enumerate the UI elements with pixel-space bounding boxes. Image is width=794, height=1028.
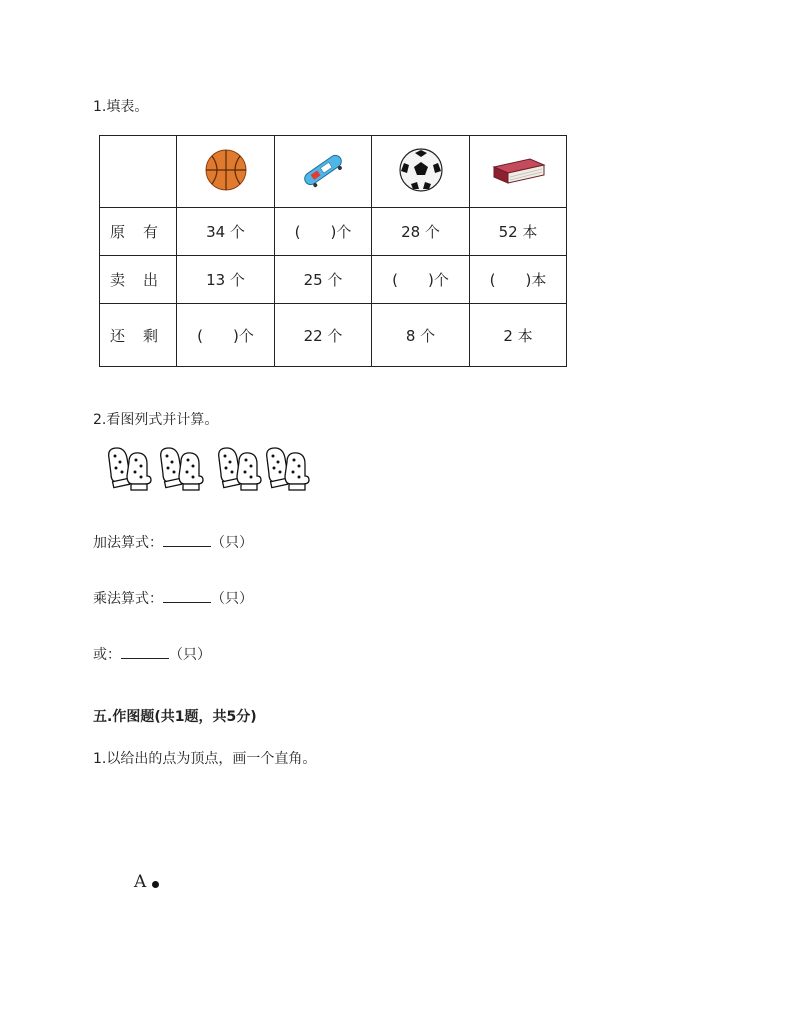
header-cell-soccer-ball	[372, 136, 470, 208]
header-cell-basketball	[177, 136, 275, 208]
fill-table	[99, 135, 567, 367]
multiplication-unit: （只）	[211, 591, 253, 607]
header-cell-skateboard	[275, 136, 372, 208]
table-cell: 13 个	[177, 256, 275, 304]
addition-blank[interactable]	[163, 545, 211, 547]
table-row	[100, 256, 567, 304]
or-line	[93, 644, 211, 664]
question-2-title: 2.看图列式并计算。	[93, 412, 219, 428]
row-label: 还剩	[100, 304, 177, 367]
table-cell: 8 个	[372, 304, 470, 367]
table-header-row	[100, 136, 567, 208]
section-5-title: 五.作图题(共1题，共5分)	[93, 709, 257, 725]
section-5-question-1: 1.以给出的点为顶点，画一个直角。	[93, 751, 317, 767]
addition-line	[93, 532, 253, 552]
table-cell: ( )个	[177, 304, 275, 367]
table-cell: 28 个	[372, 208, 470, 256]
or-label: 或：	[93, 647, 121, 663]
addition-label: 加法算式：	[93, 535, 163, 551]
table-cell: 52 本	[470, 208, 567, 256]
point-a-label: A	[134, 872, 147, 892]
header-cell-book	[470, 136, 567, 208]
multiplication-label: 乘法算式：	[93, 591, 163, 607]
table-cell: 2 本	[470, 304, 567, 367]
question-1-title: 1.填表。	[93, 99, 149, 115]
table-corner-cell	[100, 136, 177, 208]
table-row	[100, 304, 567, 367]
row-label: 卖出	[100, 256, 177, 304]
or-blank[interactable]	[121, 657, 169, 659]
mittens-icon	[103, 444, 313, 494]
multiplication-line	[93, 588, 253, 608]
table-cell: 34 个	[177, 208, 275, 256]
multiplication-blank[interactable]	[163, 601, 211, 603]
row-label: 原有	[100, 208, 177, 256]
addition-unit: （只）	[211, 535, 253, 551]
basketball-icon	[204, 148, 248, 192]
table-cell: 25 个	[275, 256, 372, 304]
or-unit: （只）	[169, 647, 211, 663]
table-cell: 22 个	[275, 304, 372, 367]
table-cell: ( )本	[470, 256, 567, 304]
book-icon	[490, 153, 546, 187]
table-cell: ( )个	[372, 256, 470, 304]
table-row	[100, 208, 567, 256]
soccer-ball-icon	[398, 147, 444, 193]
table-cell: ( )个	[275, 208, 372, 256]
point-a-dot	[152, 881, 159, 888]
skateboard-icon	[298, 148, 348, 192]
